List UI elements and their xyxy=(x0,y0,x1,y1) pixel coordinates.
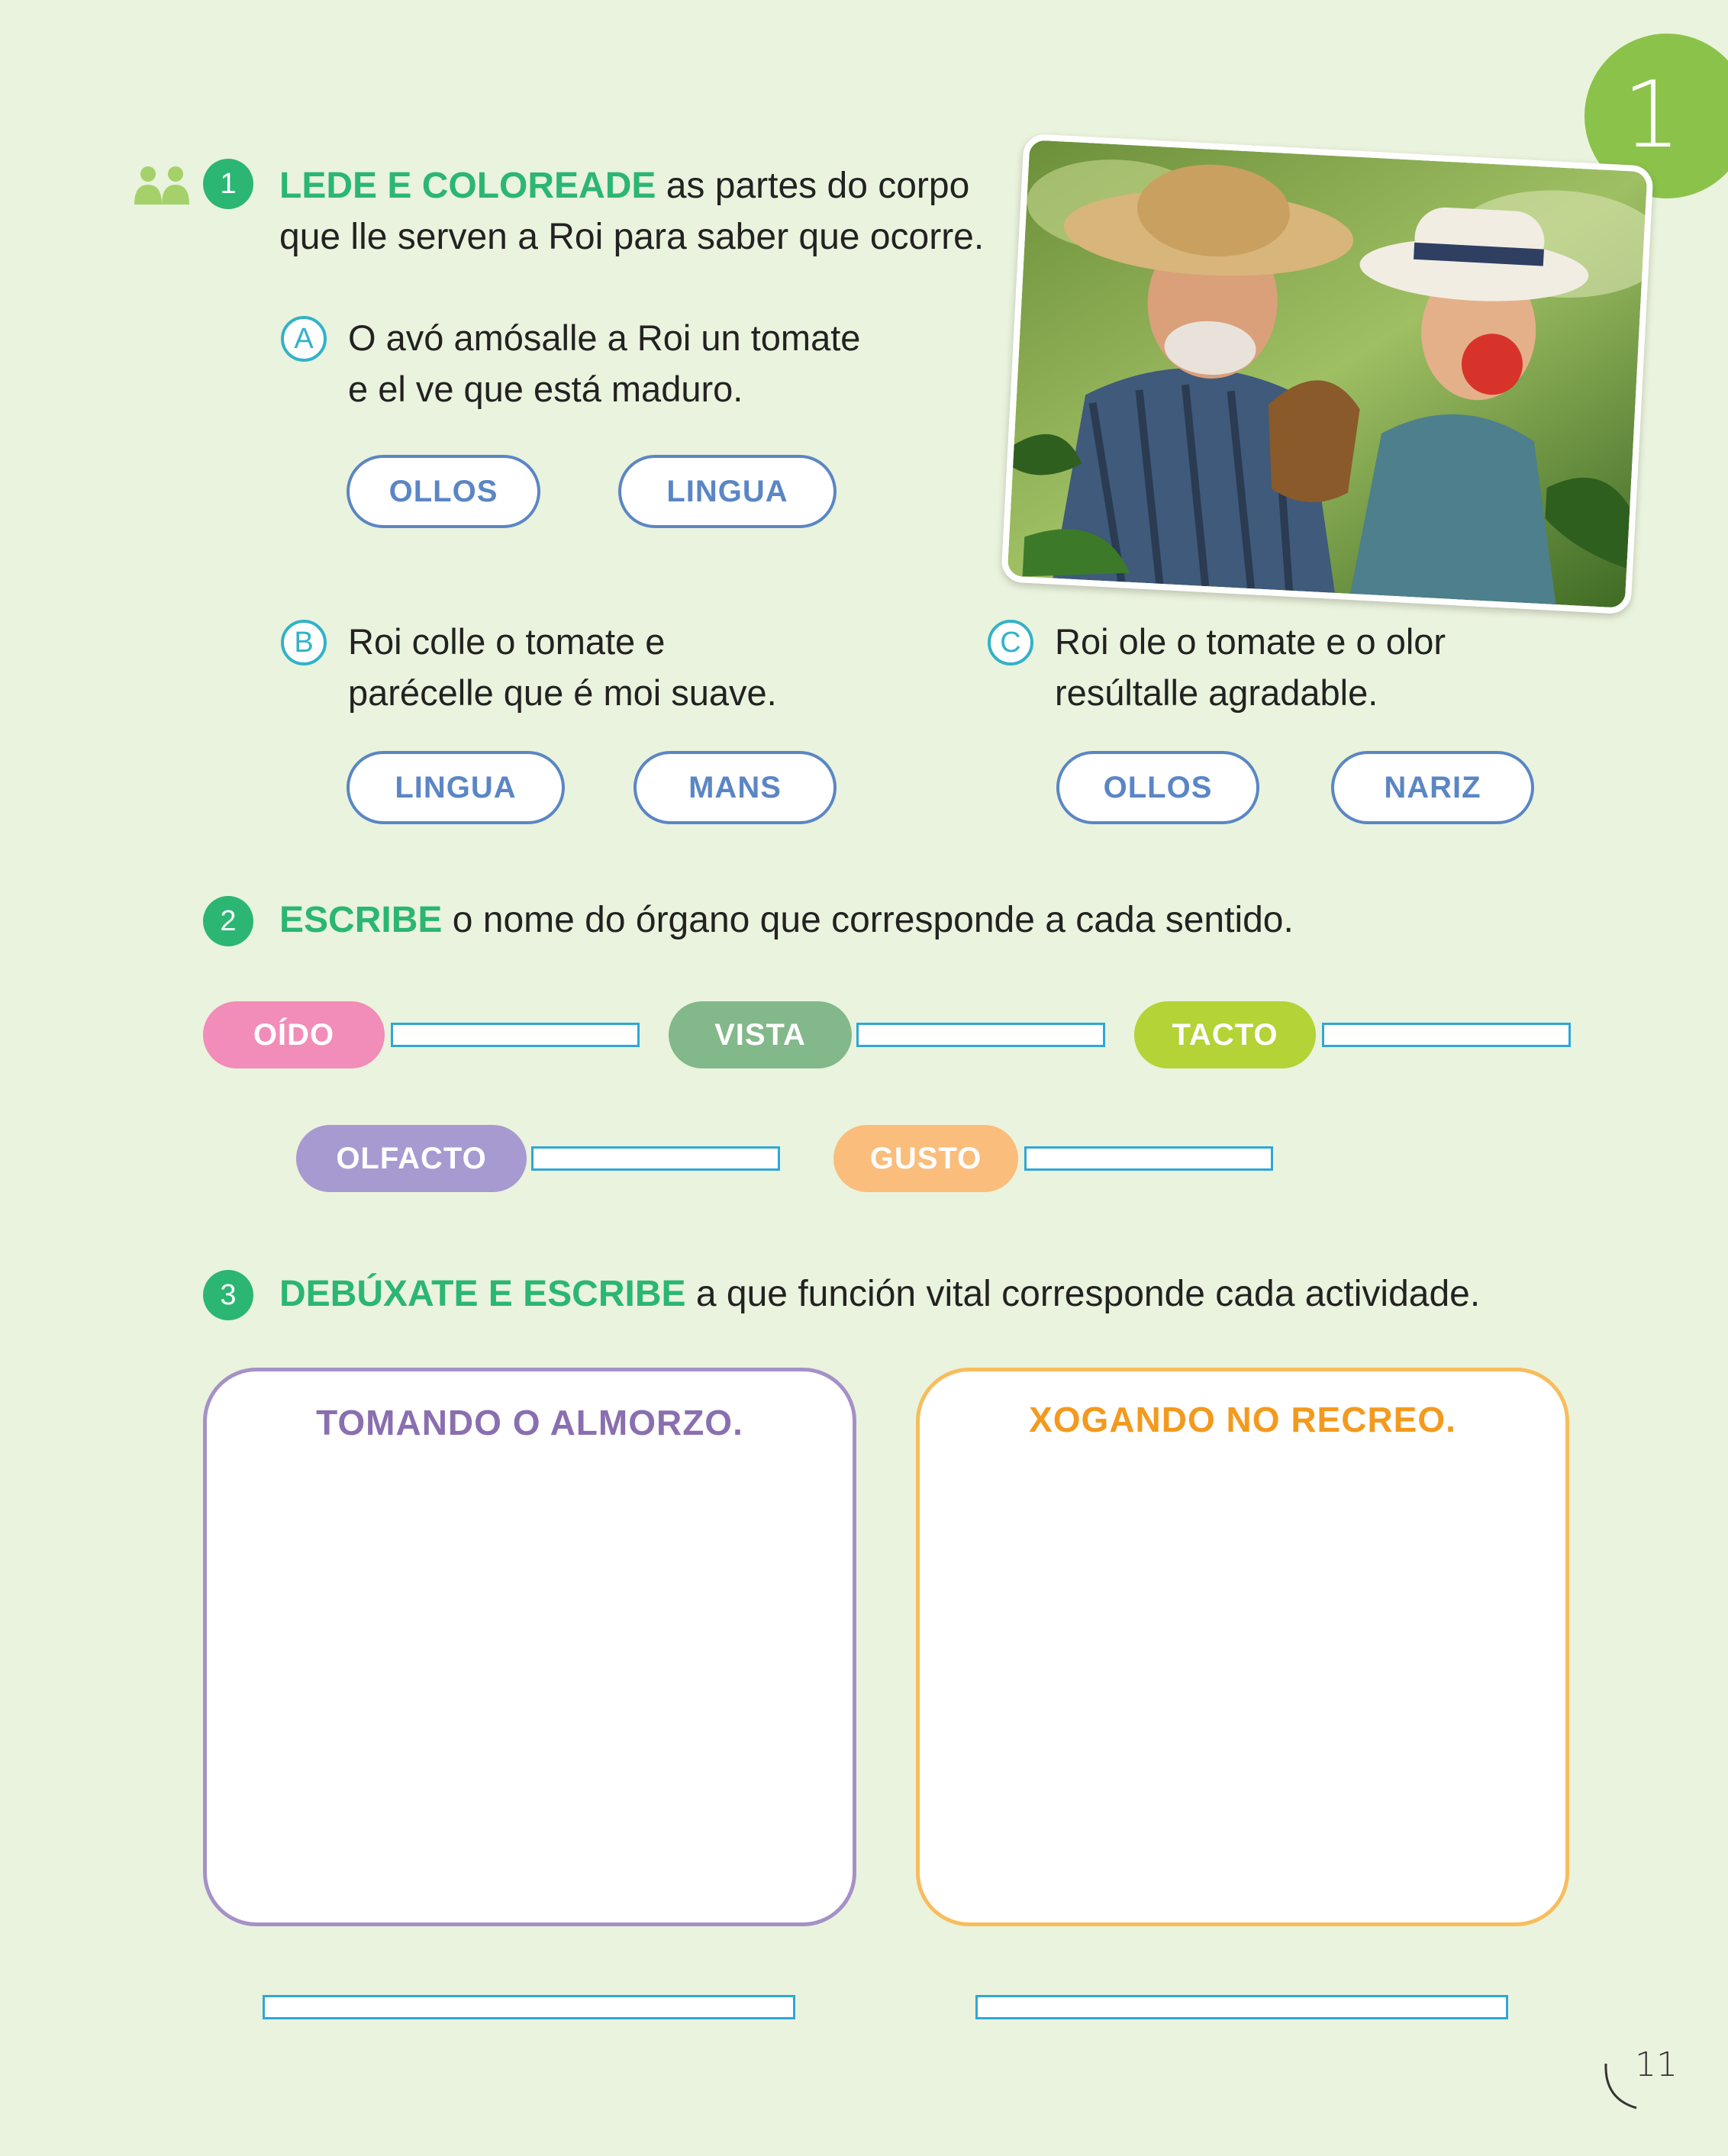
exercise-3-instruction xyxy=(279,1268,1480,1320)
answer-line-olfacto[interactable] xyxy=(531,1146,780,1171)
exercise-1-instruction-line1 xyxy=(279,160,969,211)
unit-badge: 1 xyxy=(1585,34,1728,198)
item-a-line1: O avó amósalle a Roi un tomate xyxy=(348,317,861,358)
exercise-3-rest: a que función vital corresponde cada actividade. xyxy=(685,1274,1481,1314)
item-c-option-ollos[interactable]: OLLOS xyxy=(1056,751,1259,824)
exercise-1-line1-rest: as partes do corpo xyxy=(656,166,970,206)
sense-olfacto: OLFACTO xyxy=(296,1125,527,1192)
answer-line-oido[interactable] xyxy=(391,1023,640,1047)
item-a-option-ollos[interactable]: OLLOS xyxy=(347,455,540,528)
item-c-line1: Roi ole o tomate e o olor xyxy=(1055,621,1446,662)
item-c-line2: resúltalle agradable. xyxy=(1055,672,1378,713)
sense-tacto: TACTO xyxy=(1134,1001,1316,1068)
answer-line-vista[interactable] xyxy=(856,1023,1105,1047)
item-a-line2: e el ve que está maduro. xyxy=(348,369,743,409)
item-c-letter: C xyxy=(988,620,1033,665)
page-corner-mark xyxy=(1601,2061,1639,2111)
sense-oido: OÍDO xyxy=(203,1001,385,1068)
exercise-2-highlight: ESCRIBE xyxy=(279,900,443,940)
exercise-3-number: 3 xyxy=(203,1270,253,1320)
garden-photo xyxy=(1001,134,1654,614)
exercise-1-instruction-line2: que lle serven a Roi para saber que ocorre. xyxy=(279,217,985,257)
item-b-option-mans[interactable]: MANS xyxy=(633,751,837,824)
answer-line-tacto[interactable] xyxy=(1322,1023,1571,1047)
item-b-letter: B xyxy=(281,620,327,665)
answer-line-lunch[interactable] xyxy=(263,1995,795,2019)
exercise-3-highlight: DEBÚXATE E ESCRIBE xyxy=(279,1274,686,1314)
pair-work-icon xyxy=(134,165,189,205)
item-b-line1: Roi colle o tomate e xyxy=(348,621,666,662)
item-b-option-lingua[interactable]: LINGUA xyxy=(347,751,565,824)
grandfather-boy-tomato-illustration xyxy=(1007,140,1648,608)
sense-vista: VISTA xyxy=(669,1001,852,1068)
exercise-2-rest: o nome do órgano que corresponde a cada sentido. xyxy=(442,900,1294,940)
item-a-option-lingua[interactable]: LINGUA xyxy=(618,455,837,528)
item-b-line2: parécelle que é moi suave. xyxy=(348,672,777,713)
sense-gusto: GUSTO xyxy=(833,1125,1018,1192)
drawing-box-recess[interactable] xyxy=(916,1368,1569,1926)
exercise-2-number: 2 xyxy=(203,896,253,946)
answer-line-recess[interactable] xyxy=(975,1995,1508,2019)
answer-line-gusto[interactable] xyxy=(1024,1146,1273,1171)
exercise-1-number: 1 xyxy=(203,159,253,209)
page-number: 11 xyxy=(1635,2045,1678,2084)
item-a-letter: A xyxy=(281,316,327,362)
drawing-box-lunch-title: TOMANDO O ALMORZO. xyxy=(316,1403,743,1442)
item-c-option-nariz[interactable]: NARIZ xyxy=(1331,751,1534,824)
drawing-box-lunch[interactable] xyxy=(203,1368,856,1926)
drawing-box-recess-title: XOGANDO NO RECREO. xyxy=(1029,1400,1456,1439)
exercise-2-instruction xyxy=(279,894,1294,946)
exercise-1-highlight: LEDE E COLOREADE xyxy=(279,166,656,206)
